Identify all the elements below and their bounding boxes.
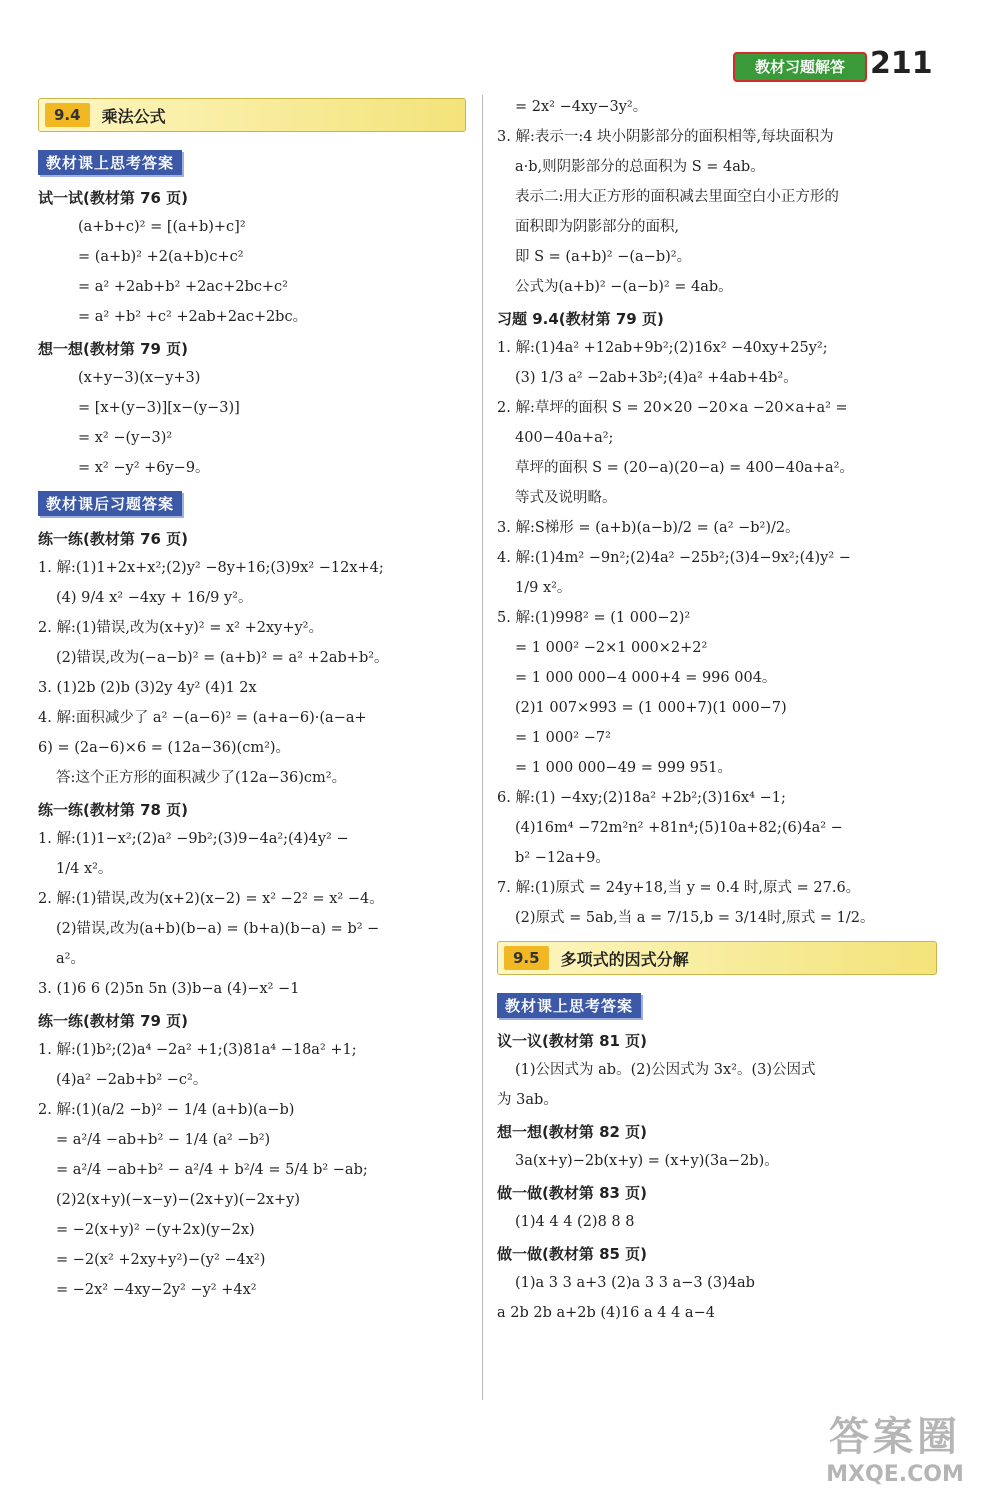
text-line: 5. 解:(1)998² = (1 000−2)² xyxy=(497,610,691,626)
text-line: (a+b+c)² = [(a+b)+c]² xyxy=(78,219,246,235)
text-line: 1/4 x²。 xyxy=(56,861,113,877)
text-line: 草坪的面积 S = (20−a)(20−a) = 400−40a+a²。 xyxy=(515,460,854,476)
text-line: (1)4 4 4 (2)8 8 8 xyxy=(515,1214,635,1230)
watermark-logo xyxy=(800,1405,990,1485)
text-line: = a²/4 −ab+b² − 1/4 (a² −b²) xyxy=(56,1132,271,1148)
text-line: 为 3ab。 xyxy=(497,1092,558,1108)
discuss-lines xyxy=(497,1055,937,1115)
text-line: 公式为(a+b)² −(a−b)² = 4ab。 xyxy=(515,279,733,295)
text-line: b² −12a+9。 xyxy=(515,850,610,866)
text-line: (3) 1/3 a² −2ab+3b²;(4)a² +4ab+4b²。 xyxy=(515,370,798,386)
text-line: 1. 解:(1)1+2x+x²;(2)y² −8y+16;(3)9x² −12x+4; xyxy=(38,560,384,576)
text-line: a²。 xyxy=(56,951,85,967)
section-9-4-header xyxy=(38,98,466,132)
subheading-think-82: 想一想(教材第 82 页) xyxy=(497,1123,648,1141)
column-divider xyxy=(482,95,483,1400)
text-line: = −2x² −4xy−2y² −y² +4x² xyxy=(56,1282,257,1298)
text-line: (2)错误,改为(−a−b)² = (a+b)² = a² +2ab+b²。 xyxy=(56,650,389,666)
text-line: 2. 解:(1)错误,改为(x+y)² = x² +2xy+y²。 xyxy=(38,620,323,636)
text-line: 1. 解:(1)b²;(2)a⁴ −2a² +1;(3)81a⁴ −18a² +1; xyxy=(38,1042,357,1058)
text-line: 1. 解:(1)1−x²;(2)a² −9b²;(3)9−4a²;(4)4y² − xyxy=(38,831,349,847)
subheading-practice-79: 练一练(教材第 79 页) xyxy=(38,1012,189,1030)
text-line: = [x+(y−3)][x−(y−3)] xyxy=(78,400,240,416)
practice-76-lines xyxy=(38,553,466,793)
practice-79-lines xyxy=(38,1035,466,1305)
exercise-9-4-lines xyxy=(497,333,937,933)
text-line: = a² +2ab+b² +2ac+2bc+c² xyxy=(78,279,288,295)
text-line: 答:这个正方形的面积减少了(12a−36)cm²。 xyxy=(56,770,347,786)
section-9-5-header xyxy=(497,941,937,975)
text-line: 400−40a+a²; xyxy=(515,430,614,446)
subheading-try: 试一试(教材第 76 页) xyxy=(38,189,189,207)
text-line: = 1 000² −7² xyxy=(515,730,611,746)
watermark-line2: MXQE.COM xyxy=(826,1462,964,1487)
subheading-practice-78: 练一练(教材第 78 页) xyxy=(38,801,189,819)
text-line: (2)原式 = 5ab,当 a = 7/15,b = 3/14时,原式 = 1/2。 xyxy=(515,910,875,926)
subheading-discuss: 议一议(教材第 81 页) xyxy=(497,1032,648,1050)
band-in-class-answers: 教材课上思考答案 xyxy=(38,150,182,175)
subheading-exercise-9-4: 习题 9.4(教材第 79 页) xyxy=(497,310,664,328)
left-column xyxy=(38,90,466,1305)
text-line: (4) 9/4 x² −4xy + 16/9 y²。 xyxy=(56,590,253,606)
text-line: 面积即为阴影部分的面积, xyxy=(515,219,680,235)
text-line: 3. (1)6 6 (2)5n 5n (3)b−a (4)−x² −1 xyxy=(38,981,300,997)
text-line: a 2b 2b a+2b (4)16 a 4 4 a−4 xyxy=(497,1305,715,1321)
text-line: 2. 解:(1)(a/2 −b)² − 1/4 (a+b)(a−b) xyxy=(38,1102,295,1118)
text-line: (2)错误,改为(a+b)(b−a) = (b+a)(b−a) = b² − xyxy=(56,921,380,937)
section-title: 多项式的因式分解 xyxy=(560,949,689,969)
text-line: = 1 000 000−4 000+4 = 996 004。 xyxy=(515,670,777,686)
header-badge: 教材习题解答 xyxy=(733,52,867,82)
text-line: (1)公因式为 ab。(2)公因式为 3x²。(3)公因式 xyxy=(515,1062,816,1078)
right-column xyxy=(497,92,937,1328)
subheading-do-85: 做一做(教材第 85 页) xyxy=(497,1245,648,1263)
text-line: = 1 000 000−49 = 999 951。 xyxy=(515,760,732,776)
do-83-lines xyxy=(497,1207,937,1237)
text-line: (2)2(x+y)(−x−y)−(2x+y)(−2x+y) xyxy=(56,1192,300,1208)
text-line: = x² −(y−3)² xyxy=(78,430,173,446)
text-line: = (a+b)² +2(a+b)c+c² xyxy=(78,249,244,265)
text-line: 3. 解:表示一:4 块小阴影部分的面积相等,每块面积为 xyxy=(497,129,834,145)
text-line: = x² −y² +6y−9。 xyxy=(78,460,210,476)
subheading-think: 想一想(教材第 79 页) xyxy=(38,340,189,358)
text-line: 6) = (2a−6)×6 = (12a−36)(cm²)。 xyxy=(38,740,291,756)
try-lines xyxy=(38,212,466,332)
text-line: (4)a² −2ab+b² −c²。 xyxy=(56,1072,208,1088)
practice-78-lines xyxy=(38,824,466,1004)
text-line: = 1 000² −2×1 000×2+2² xyxy=(515,640,708,656)
text-line: 1. 解:(1)4a² +12ab+9b²;(2)16x² −40xy+25y²; xyxy=(497,340,828,356)
band-after-class-answers: 教材课后习题答案 xyxy=(38,491,182,516)
think-82-lines xyxy=(497,1146,937,1176)
text-line: (4)16m⁴ −72m²n² +81n⁴;(5)10a+82;(6)4a² − xyxy=(515,820,843,836)
band-in-class-answers: 教材课上思考答案 xyxy=(497,993,641,1018)
text-line: 3. (1)2b (2)b (3)2y 4y² (4)1 2x xyxy=(38,680,257,696)
text-line: = a²/4 −ab+b² − a²/4 + b²/4 = 5/4 b² −ab; xyxy=(56,1162,368,1178)
section-title: 乘法公式 xyxy=(101,106,166,126)
text-line: (1)a 3 3 a+3 (2)a 3 3 a−3 (3)4ab xyxy=(515,1275,755,1291)
section-number: 9.4 xyxy=(45,103,90,127)
text-line: (2)1 007×993 = (1 000+7)(1 000−7) xyxy=(515,700,787,716)
text-line: 2. 解:(1)错误,改为(x+2)(x−2) = x² −2² = x² −4。 xyxy=(38,891,384,907)
text-line: 3a(x+y)−2b(x+y) = (x+y)(3a−2b)。 xyxy=(515,1153,779,1169)
right-top-lines xyxy=(497,92,937,302)
text-line: 4. 解:(1)4m² −9n²;(2)4a² −25b²;(3)4−9x²;(4)y² − xyxy=(497,550,851,566)
text-line: a·b,则阴影部分的总面积为 S = 4ab。 xyxy=(515,159,765,175)
section-number: 9.5 xyxy=(504,946,549,970)
text-line: = a² +b² +c² +2ab+2ac+2bc。 xyxy=(78,309,308,325)
think-lines xyxy=(38,363,466,483)
text-line: 1/9 x²。 xyxy=(515,580,572,596)
text-line: = −2(x+y)² −(y+2x)(y−2x) xyxy=(56,1222,255,1238)
text-line: 4. 解:面积减少了 a² −(a−6)² = (a+a−6)·(a−a+ xyxy=(38,710,367,726)
watermark-line1: 答案圈 xyxy=(829,1414,961,1460)
text-line: 即 S = (a+b)² −(a−b)²。 xyxy=(515,249,692,265)
text-line: 3. 解:S梯形 = (a+b)(a−b)/2 = (a² −b²)/2。 xyxy=(497,520,800,536)
text-line: = 2x² −4xy−3y²。 xyxy=(515,99,648,115)
text-line: 6. 解:(1) −4xy;(2)18a² +2b²;(3)16x⁴ −1; xyxy=(497,790,786,806)
text-line: 7. 解:(1)原式 = 24y+18,当 y = 0.4 时,原式 = 27.6。 xyxy=(497,880,861,896)
do-85-lines xyxy=(497,1268,937,1328)
text-line: 等式及说明略。 xyxy=(515,490,617,506)
subheading-practice-76: 练一练(教材第 76 页) xyxy=(38,530,189,548)
text-line: 表示二:用大正方形的面积减去里面空白小正方形的 xyxy=(515,189,839,205)
text-line: 2. 解:草坪的面积 S = 20×20 −20×a −20×a+a² = xyxy=(497,400,848,416)
text-line: (x+y−3)(x−y+3) xyxy=(78,370,201,386)
text-line: = −2(x² +2xy+y²)−(y² −4x²) xyxy=(56,1252,266,1268)
page-number: 211 xyxy=(870,46,933,81)
subheading-do-83: 做一做(教材第 83 页) xyxy=(497,1184,648,1202)
